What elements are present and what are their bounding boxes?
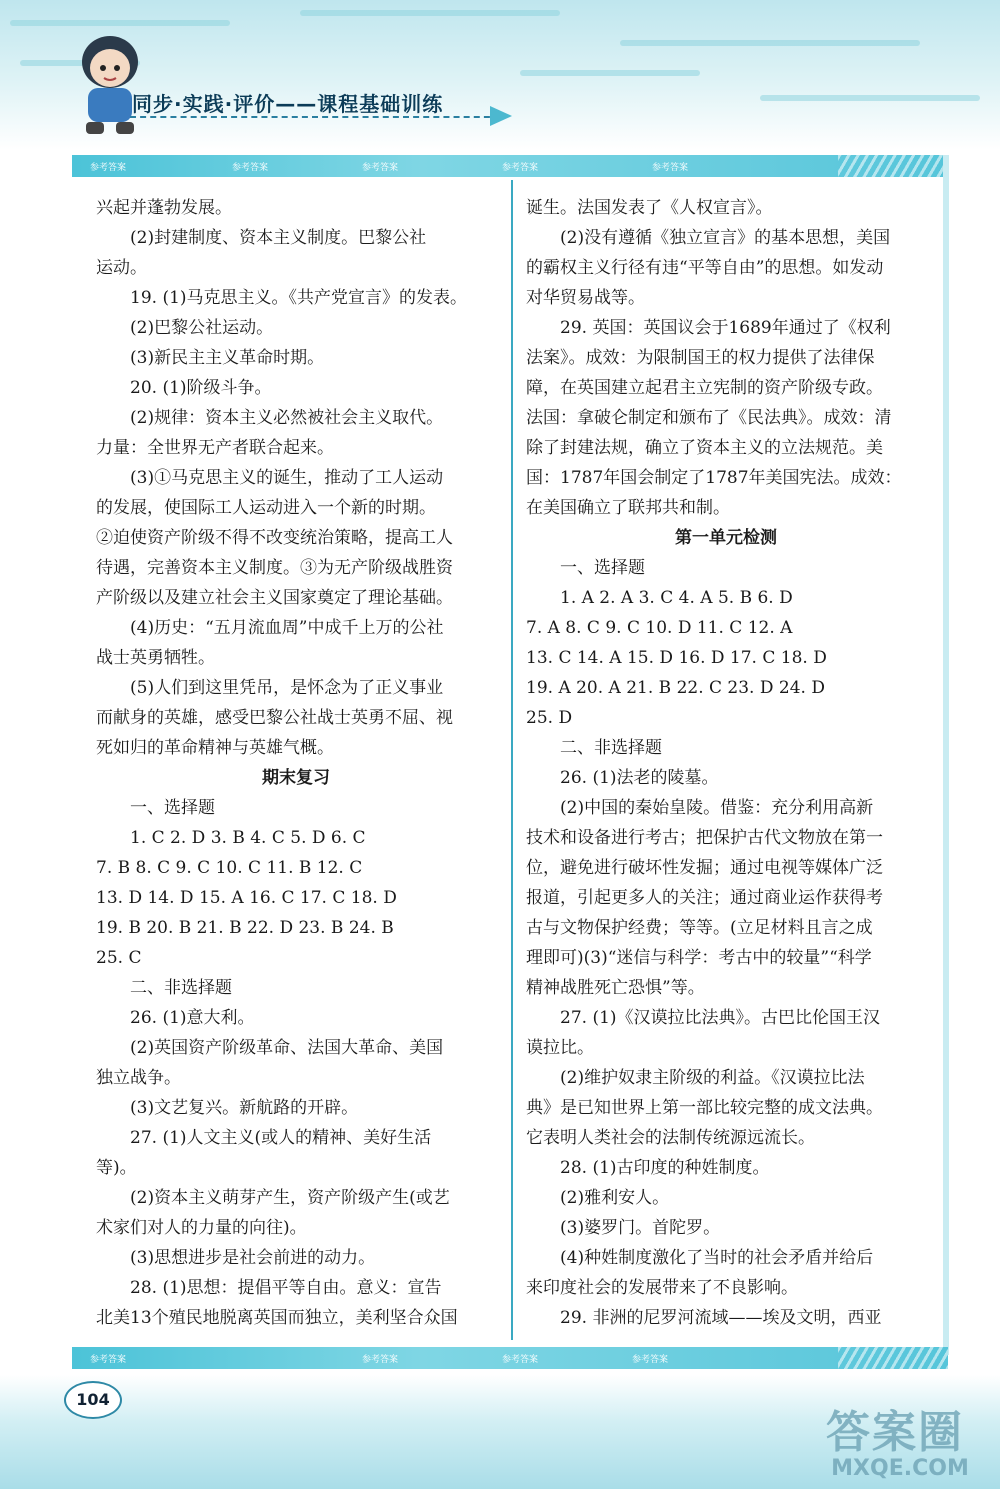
bar-tag: 参考答案 <box>502 1355 539 1365</box>
bar-tag: 参考答案 <box>90 163 127 173</box>
answer-line: 力量：全世界无产者联合起来。 <box>96 438 334 458</box>
answer-line: 28. (1)古印度的种姓制度。 <box>560 1158 770 1178</box>
mascot-illustration <box>70 28 150 138</box>
page-number: 104 <box>64 1381 122 1419</box>
answer-line: 谟拉比。 <box>526 1038 594 1058</box>
answer-line: 对华贸易战等。 <box>526 288 645 308</box>
answer-line: 7. B 8. C 9. C 10. C 11. B 12. C <box>96 858 363 878</box>
answer-line: (2)资本主义萌芽产生，资产阶级产生(或艺 <box>130 1188 450 1208</box>
answer-line: 27. (1)《汉谟拉比法典》。古巴比伦国王汉 <box>560 1008 881 1028</box>
answer-line: 运动。 <box>96 258 147 278</box>
answer-line: 技术和设备进行考古；把保护古代文物放在第一 <box>526 828 883 848</box>
answer-line: 独立战争。 <box>96 1068 181 1088</box>
answer-line: 的发展，使国际工人运动进入一个新的时期。 <box>96 498 436 518</box>
bar-tag: 参考答案 <box>502 163 539 173</box>
top-frame-bar <box>72 155 948 177</box>
bar-tag: 参考答案 <box>232 163 269 173</box>
header-arrow-icon <box>490 106 512 126</box>
answer-line: 13. C 14. A 15. D 16. D 17. C 18. D <box>526 648 827 668</box>
answer-line: (2)封建制度、资本主义制度。巴黎公社 <box>130 228 427 248</box>
answer-line: 29. 非洲的尼罗河流域——埃及文明，西亚 <box>560 1308 882 1328</box>
bar-tag: 参考答案 <box>652 163 689 173</box>
answer-line: 而献身的英雄，感受巴黎公社战士英勇不屈、视 <box>96 708 453 728</box>
bar-tag: 参考答案 <box>362 1355 399 1365</box>
answer-line: 理即可)(3)“迷信与科学：考古中的较量”“科学 <box>526 948 872 968</box>
answer-line: (3)①马克思主义的诞生，推动了工人运动 <box>130 468 444 488</box>
answer-line: 兴起并蓬勃发展。 <box>96 198 232 218</box>
top-decorative-band <box>0 0 1000 150</box>
answer-line: 国：1787年国会制定了1787年美国宪法。成效： <box>526 468 902 488</box>
answer-line: 法国：拿破仑制定和颁布了《民法典》。成效：清 <box>526 408 892 428</box>
answer-line: (2)维护奴隶主阶级的利益。《汉谟拉比法 <box>560 1068 865 1088</box>
answer-line: 精神战胜死亡恐惧”等。 <box>526 978 705 998</box>
answer-line: 典》是已知世界上第一部比较完整的成文法典。 <box>526 1098 883 1118</box>
left-column <box>96 193 496 1333</box>
answer-line: (3)思想进步是社会前进的动力。 <box>130 1248 376 1268</box>
answer-line: 除了封建法规，确立了资本主义的立法规范。美 <box>526 438 883 458</box>
answer-line: 19. A 20. A 21. B 22. C 23. D 24. D <box>526 678 825 698</box>
answer-line: 它表明人类社会的法制传统源远流长。 <box>526 1128 815 1148</box>
column-divider <box>511 180 513 1340</box>
answer-line: ②迫使资产阶级不得不改变统治策略，提高工人 <box>96 528 453 548</box>
answer-line: 7. A 8. C 9. C 10. D 11. C 12. A <box>526 618 793 638</box>
answer-line: 法案》。成效：为限制国王的权力提供了法律保 <box>526 348 875 368</box>
answer-line: 25. D <box>526 708 573 728</box>
answer-line: 一、选择题 <box>560 558 645 578</box>
answer-line: (2)规律：资本主义必然被社会主义取代。 <box>130 408 444 428</box>
answer-line: (3)文艺复兴。新航路的开辟。 <box>130 1098 359 1118</box>
answer-line: 的霸权主义行径有违“平等自由”的思想。如发动 <box>526 258 884 278</box>
answer-line: (4)种姓制度激化了当时的社会矛盾并给后 <box>560 1248 874 1268</box>
answer-line: 一、选择题 <box>130 798 215 818</box>
watermark-url: MXQE.COM <box>831 1456 969 1481</box>
answer-line: 26. (1)意大利。 <box>130 1008 255 1028</box>
answer-line: (2)中国的秦始皇陵。借鉴：充分利用高新 <box>560 798 874 818</box>
bottom-frame-bar <box>72 1347 948 1369</box>
answer-line: 来印度社会的发展带来了不良影响。 <box>526 1278 798 1298</box>
right-column <box>526 193 926 1333</box>
answer-line: 19. B 20. B 21. B 22. D 23. B 24. B <box>96 918 394 938</box>
answer-line: 1. C 2. D 3. B 4. C 5. D 6. C <box>130 828 366 848</box>
answer-line: (2)没有遵循《独立宣言》的基本思想，美国 <box>560 228 891 248</box>
answer-line: 障，在英国建立起君主立宪制的资产阶级专政。 <box>526 378 883 398</box>
answer-line: 北美13个殖民地脱离英国而独立，美利坚合众国 <box>96 1308 458 1328</box>
answer-line: (5)人们到这里凭吊，是怀念为了正义事业 <box>130 678 444 698</box>
answer-line: 术家们对人的力量的向往)。 <box>96 1218 307 1238</box>
answer-line: 待遇，完善资本主义制度。③为无产阶级战胜资 <box>96 558 453 578</box>
answer-line: 在美国确立了联邦共和制。 <box>526 498 730 518</box>
answer-line: 19. (1)马克思主义。《共产党宣言》的发表。 <box>130 288 468 308</box>
bar-tag: 参考答案 <box>90 1355 127 1365</box>
answer-line: 等)。 <box>96 1158 137 1178</box>
bar-tag: 参考答案 <box>632 1355 669 1365</box>
answer-line: 二、非选择题 <box>560 738 662 758</box>
answer-line: (3)新民主主义革命时期。 <box>130 348 325 368</box>
answer-line: (2)巴黎公社运动。 <box>130 318 274 338</box>
answer-line: 产阶级以及建立社会主义国家奠定了理论基础。 <box>96 588 453 608</box>
answer-line: 1. A 2. A 3. C 4. A 5. B 6. D <box>560 588 793 608</box>
section-heading: 第一单元检测 <box>675 528 777 548</box>
answer-line: (2)英国资产阶级革命、法国大革命、美国 <box>130 1038 444 1058</box>
answer-line: (3)婆罗门。首陀罗。 <box>560 1218 721 1238</box>
answer-line: 死如归的革命精神与英雄气概。 <box>96 738 334 758</box>
answer-line: 二、非选择题 <box>130 978 232 998</box>
section-heading: 期末复习 <box>262 768 330 788</box>
answer-line: 位，避免进行破坏性发掘；通过电视等媒体广泛 <box>526 858 883 878</box>
answer-line: 战士英勇牺牲。 <box>96 648 215 668</box>
answer-line: 28. (1)思想：提倡平等自由。意义：宣告 <box>130 1278 442 1298</box>
header-title: 同步·实践·评价——课程基础训练 <box>132 92 444 116</box>
answer-line: 诞生。法国发表了《人权宣言》。 <box>526 198 773 218</box>
answer-line: 13. D 14. D 15. A 16. C 17. C 18. D <box>96 888 397 908</box>
header-underline <box>130 116 500 118</box>
answer-line: 26. (1)法老的陵墓。 <box>560 768 719 788</box>
right-frame-edge <box>943 155 949 1355</box>
answer-line: (4)历史：“五月流血周”中成千上万的公社 <box>130 618 444 638</box>
answer-line: 29. 英国：英国议会于1689年通过了《权利 <box>560 318 891 338</box>
answer-line: 25. C <box>96 948 142 968</box>
answer-line: (2)雅利安人。 <box>560 1188 670 1208</box>
watermark-logo-text: 答案圈 <box>826 1407 964 1458</box>
answer-line: 27. (1)人文主义(或人的精神、美好生活 <box>130 1128 432 1148</box>
answer-line: 20. (1)阶级斗争。 <box>130 378 272 398</box>
bar-tag: 参考答案 <box>362 163 399 173</box>
answer-line: 报道，引起更多人的关注；通过商业运作获得考 <box>526 888 883 908</box>
answer-line: 古与文物保护经费；等等。(立足材料且言之成 <box>526 918 873 938</box>
